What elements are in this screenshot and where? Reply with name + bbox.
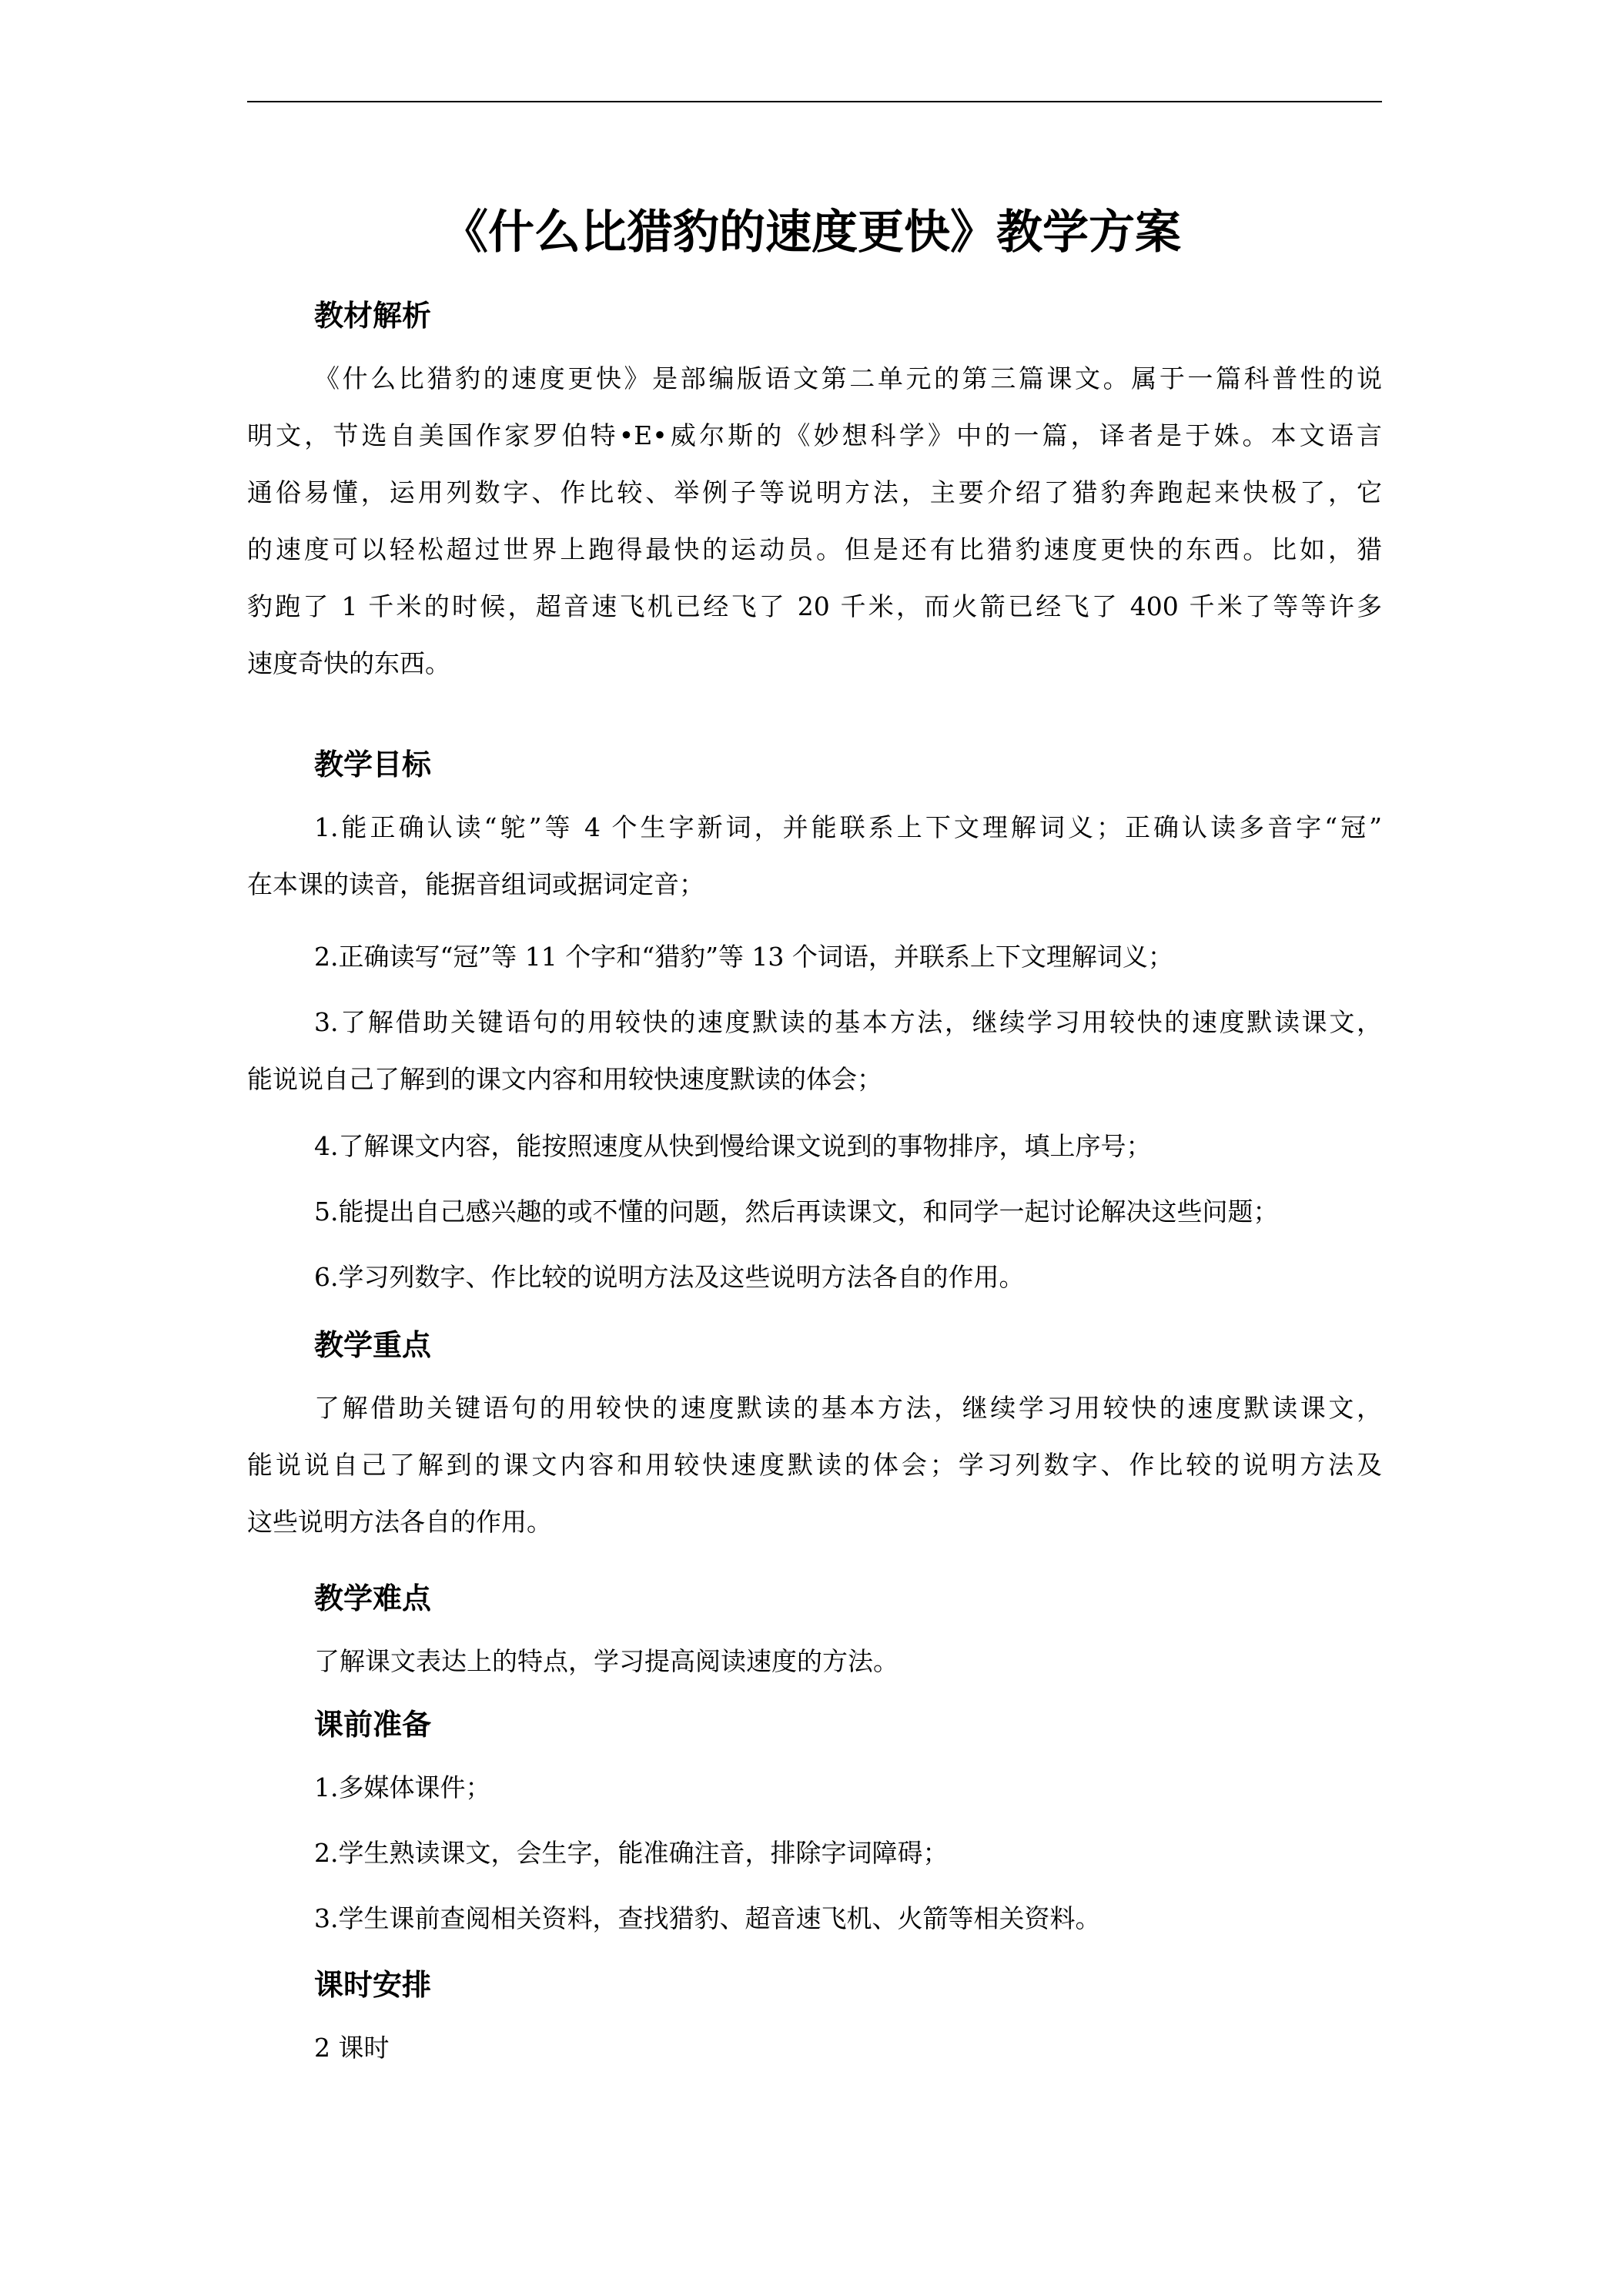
document-title: 《什么比猎豹的速度更快》教学方案 bbox=[442, 206, 1181, 259]
goal-item: 4.了解课文内容，能按照速度从快到慢给课文说到的事物排序，填上序号； bbox=[314, 1131, 1152, 1161]
preparation-item: 3.学生课前查阅相关资料，查找猎豹、超音速飞机、火箭等相关资料。 bbox=[314, 1903, 1101, 1933]
goal-item-continuation: 在本课的读音，能据音组词或据词定音； bbox=[247, 869, 704, 899]
goal-item: 2.正确读写“冠”等 11 个字和“猎豹”等 13 个词语，并联系上下文理解词义； bbox=[314, 942, 1173, 972]
paragraph-line: 通俗易懂，运用列数字、作比较、举例子等说明方法，主要介绍了猎豹奔跑起来快极了，它 bbox=[247, 477, 1382, 507]
preparation-item: 1.多媒体课件； bbox=[314, 1772, 491, 1802]
schedule-value: 2 课时 bbox=[314, 2033, 390, 2063]
goal-item: 1.能正确认读“鸵”等 4 个生字新词，并能联系上下文理解词义；正确认读多音字“冠” bbox=[314, 812, 1382, 842]
section-heading-key-points: 教学重点 bbox=[314, 1328, 432, 1362]
goal-item: 3.了解借助关键语句的用较快的速度默读的基本方法，继续学习用较快的速度默读课文， bbox=[314, 1007, 1382, 1037]
paragraph-line: 《什么比猎豹的速度更快》是部编版语文第二单元的第三篇课文。属于一篇科普性的说 bbox=[314, 363, 1382, 393]
goal-item: 5.能提出自己感兴趣的或不懂的问题，然后再读课文，和同学一起讨论解决这些问题； bbox=[314, 1197, 1279, 1227]
section-heading-material: 教材解析 bbox=[314, 299, 432, 333]
paragraph-line: 速度奇快的东西。 bbox=[247, 648, 450, 678]
paragraph-line: 了解课文表达上的特点，学习提高阅读速度的方法。 bbox=[314, 1646, 899, 1676]
section-heading-schedule: 课时安排 bbox=[314, 1968, 432, 2002]
paragraph-line: 这些说明方法各自的作用。 bbox=[247, 1507, 552, 1537]
paragraph-line: 明文，节选自美国作家罗伯特•E•威尔斯的《妙想科学》中的一篇，译者是于姝。本文语言 bbox=[247, 420, 1382, 450]
paragraph-line: 能说说自己了解到的课文内容和用较快速度默读的体会；学习列数字、作比较的说明方法及 bbox=[247, 1450, 1382, 1480]
section-heading-preparation: 课前准备 bbox=[314, 1708, 432, 1742]
section-heading-goals: 教学目标 bbox=[314, 748, 432, 782]
goal-item-continuation: 能说说自己了解到的课文内容和用较快速度默读的体会； bbox=[247, 1064, 882, 1094]
goal-item: 6.学习列数字、作比较的说明方法及这些说明方法各自的作用。 bbox=[314, 1262, 1025, 1292]
preparation-item: 2.学生熟读课文，会生字，能准确注音，排除字词障碍； bbox=[314, 1838, 949, 1868]
section-heading-difficulties: 教学难点 bbox=[314, 1581, 432, 1615]
paragraph-line: 豹跑了 1 千米的时候，超音速飞机已经飞了 20 千米，而火箭已经飞了 400 千米了等等许多 bbox=[247, 591, 1382, 621]
paragraph-line: 的速度可以轻松超过世界上跑得最快的运动员。但是还有比猎豹速度更快的东西。比如，猎 bbox=[247, 534, 1382, 564]
header-rule bbox=[247, 101, 1382, 102]
paragraph-line: 了解借助关键语句的用较快的速度默读的基本方法，继续学习用较快的速度默读课文， bbox=[314, 1393, 1382, 1423]
